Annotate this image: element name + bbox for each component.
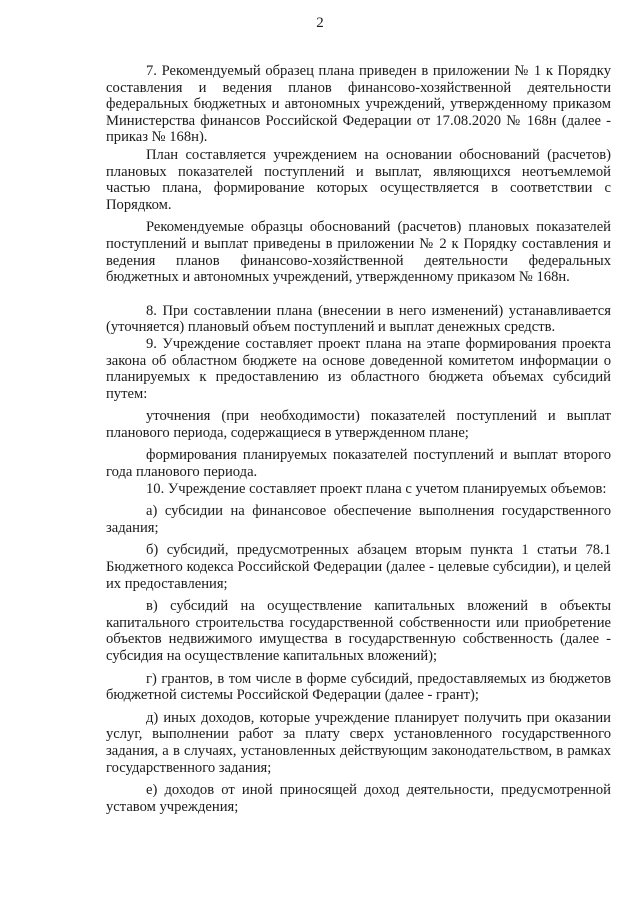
- page-number: 2: [316, 15, 324, 31]
- paragraph-7-plan-basis: План составляется учреждением на основании обоснований (расчетов) плановых показателей поступлений и выплат, являющихся неотъемлемой частью плана, формирование которых осуществляется в соответствии с Порядком.: [106, 146, 611, 213]
- paragraph-10-item-c: в) субсидий на осуществление капитальных вложений в объекты капитального строительства государственной собственности или приобретение объектов недвижимого имущества в государственную собственность (далее - субсидия на осуществление капитальных вложений);: [106, 598, 611, 664]
- paragraph-10-item-e: д) иных доходов, которые учреждение планирует получить при оказании услуг, выполнении работ за плату сверх установленного государственного задания, а в случаях, установленных действующим законодательством, в рамках государственного задания;: [106, 709, 611, 776]
- paragraph-9-item-2: формирования планируемых показателей поступлений и выплат второго года планового периода.: [106, 447, 611, 481]
- paragraph-8: 8. При составлении плана (внесении в него изменений) устанавливается (уточняется) плановый объем поступлений и выплат денежных средств.: [106, 302, 611, 336]
- paragraph-9-item-1: уточнения (при необходимости) показателей поступлений и выплат планового периода, содержащиеся в утвержденном плане;: [106, 408, 611, 441]
- paragraph-10-item-a: а) субсидии на финансовое обеспечение выполнения государственного задания;: [106, 503, 611, 536]
- document-body: [106, 63, 611, 815]
- paragraph-10-item-f: е) доходов от иной приносящей доход деятельности, предусмотренной уставом учреждения;: [106, 782, 611, 815]
- paragraph-9: 9. Учреждение составляет проект плана на этапе формирования проекта закона об областном бюджете на основе доведенной комитетом информации о планируемых к предоставлению из областного бюджета объемах субсидий путем:: [106, 335, 611, 402]
- paragraph-7-recommended-samples: Рекомендуемые образцы обоснований (расчетов) плановых показателей поступлений и выплат приведены в приложении № 2 к Порядку составления и ведения планов финансово-хозяйственной деятельности федеральных бюджетных и автономных учреждений, утвержденному приказом № 168н.: [106, 219, 611, 286]
- paragraph-10: 10. Учреждение составляет проект плана с учетом планируемых объемов:: [146, 480, 607, 497]
- paragraph-10-item-b: б) субсидий, предусмотренных абзацем вторым пункта 1 статьи 78.1 Бюджетного кодекса Российской Федерации (далее - целевые субсидии), и целей их предоставления;: [106, 542, 611, 592]
- paragraph-7: 7. Рекомендуемый образец плана приведен в приложении № 1 к Порядку составления и ведения планов финансово-хозяйственной деятельности федеральных бюджетных и автономных учреждений, утвержденному приказом Министерства финансов Российской Федерации от 17.08.2020 № 168н (далее - приказ № 168н).: [106, 63, 611, 146]
- paragraph-10-item-d: г) грантов, в том числе в форме субсидий, предоставляемых из бюджетов бюджетной системы Российской Федерации (далее - грант);: [106, 670, 611, 704]
